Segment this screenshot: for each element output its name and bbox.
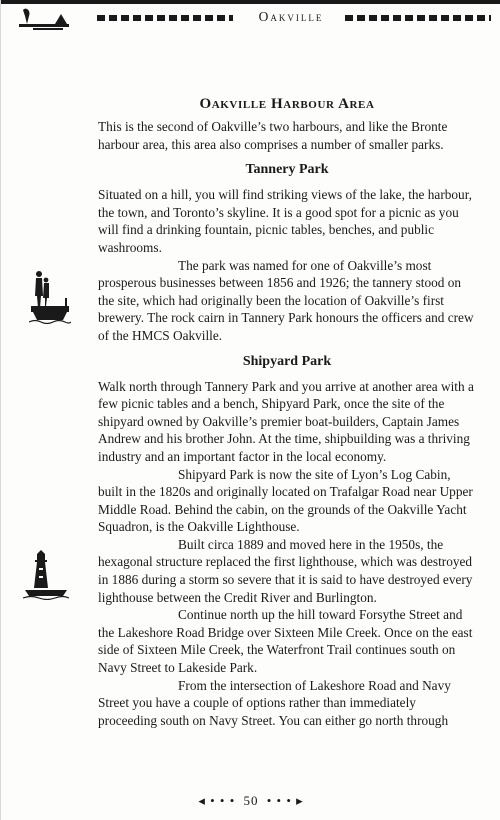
folio-right-ornament: • • • ▸	[266, 793, 304, 808]
tannery-park-heading: Tannery Park	[245, 162, 329, 178]
shipyard-park-paragraph: Built circa 1889 and moved here in the 1950s, the hexagonal structure replaced the first lighthouse, which was destroyed in 1886 during a storm so severe that it is said to have destroyed every lighthouse between the Credit River and Burlington.	[98, 536, 473, 605]
page-footer	[1, 793, 500, 809]
header-top-rule	[1, 0, 500, 4]
tannery-park-paragraph: Situated on a hill, you will find striking views of the lake, the harbour, the town, and Toronto’s skyline. It is a good spot for a picnic as you will find a drinking fountain, picnic tables, benches, and public washrooms.	[98, 187, 472, 255]
section-title: Oakville Harbour Area	[199, 96, 375, 112]
tannery-park-paragraph: The park was named for one of Oakville’s most prosperous businesses between 1856 and 1926; the tannery stood on the site, which had originally been the location of Oakville’s first brewery. The rock cairn in Tannery Park honours the officers and crew of the HMCS Oakville.	[98, 257, 474, 343]
running-title: Oakville	[258, 9, 324, 24]
page-number: 50	[243, 793, 259, 808]
shipyard-park-paragraph: Continue north up the hill toward Forsythe Street and the Lakeshore Road Bridge over Sixteen Mile Creek. Once on the east side of Sixteen Mile Creek, the Waterfront Trail continues south on Navy Street to Lakeside Park.	[98, 607, 473, 676]
folio-left-ornament: ◂ • • •	[198, 793, 236, 808]
header-lakeside-emblem-icon	[15, 6, 73, 32]
header-dashed-rule-right	[345, 15, 491, 21]
shipyard-park-heading: Shipyard Park	[242, 353, 332, 369]
shipyard-park-paragraph: Walk north through Tannery Park and you arrive at another area with a few picnic tables and a bench, Shipyard Park, once the site of the shipyard owned by Oakville’s premier boat-builders, Captain James Andrew and his brother John. At the time, shipbuilding was a thriving industry and an important factor in the local economy.	[98, 378, 474, 464]
header-dashed-rule-left	[97, 15, 233, 21]
shipyard-park-paragraph: From the intersection of Lakeshore Road and Navy Street you have a couple of options rather than immediately proceeding south on Navy Street. You can either go north through	[98, 677, 451, 728]
shipyard-park-paragraph: Shipyard Park is now the site of Lyon’s Log Cabin, built in the 1820s and originally located on Trafalgar Road near Upper Middle Road. Behind the cabin, on the grounds of the Oakville Yacht Squadron, is the Oakville Lighthouse.	[98, 466, 473, 535]
text-column	[98, 94, 476, 729]
lighthouse-icon	[23, 548, 69, 600]
people-on-shore-icon	[29, 268, 71, 324]
section-intro: This is the second of Oakville’s two harbours, and like the Bronte harbour area, this area also comprises a number of smaller parks.	[98, 119, 448, 152]
page-header	[1, 0, 500, 30]
